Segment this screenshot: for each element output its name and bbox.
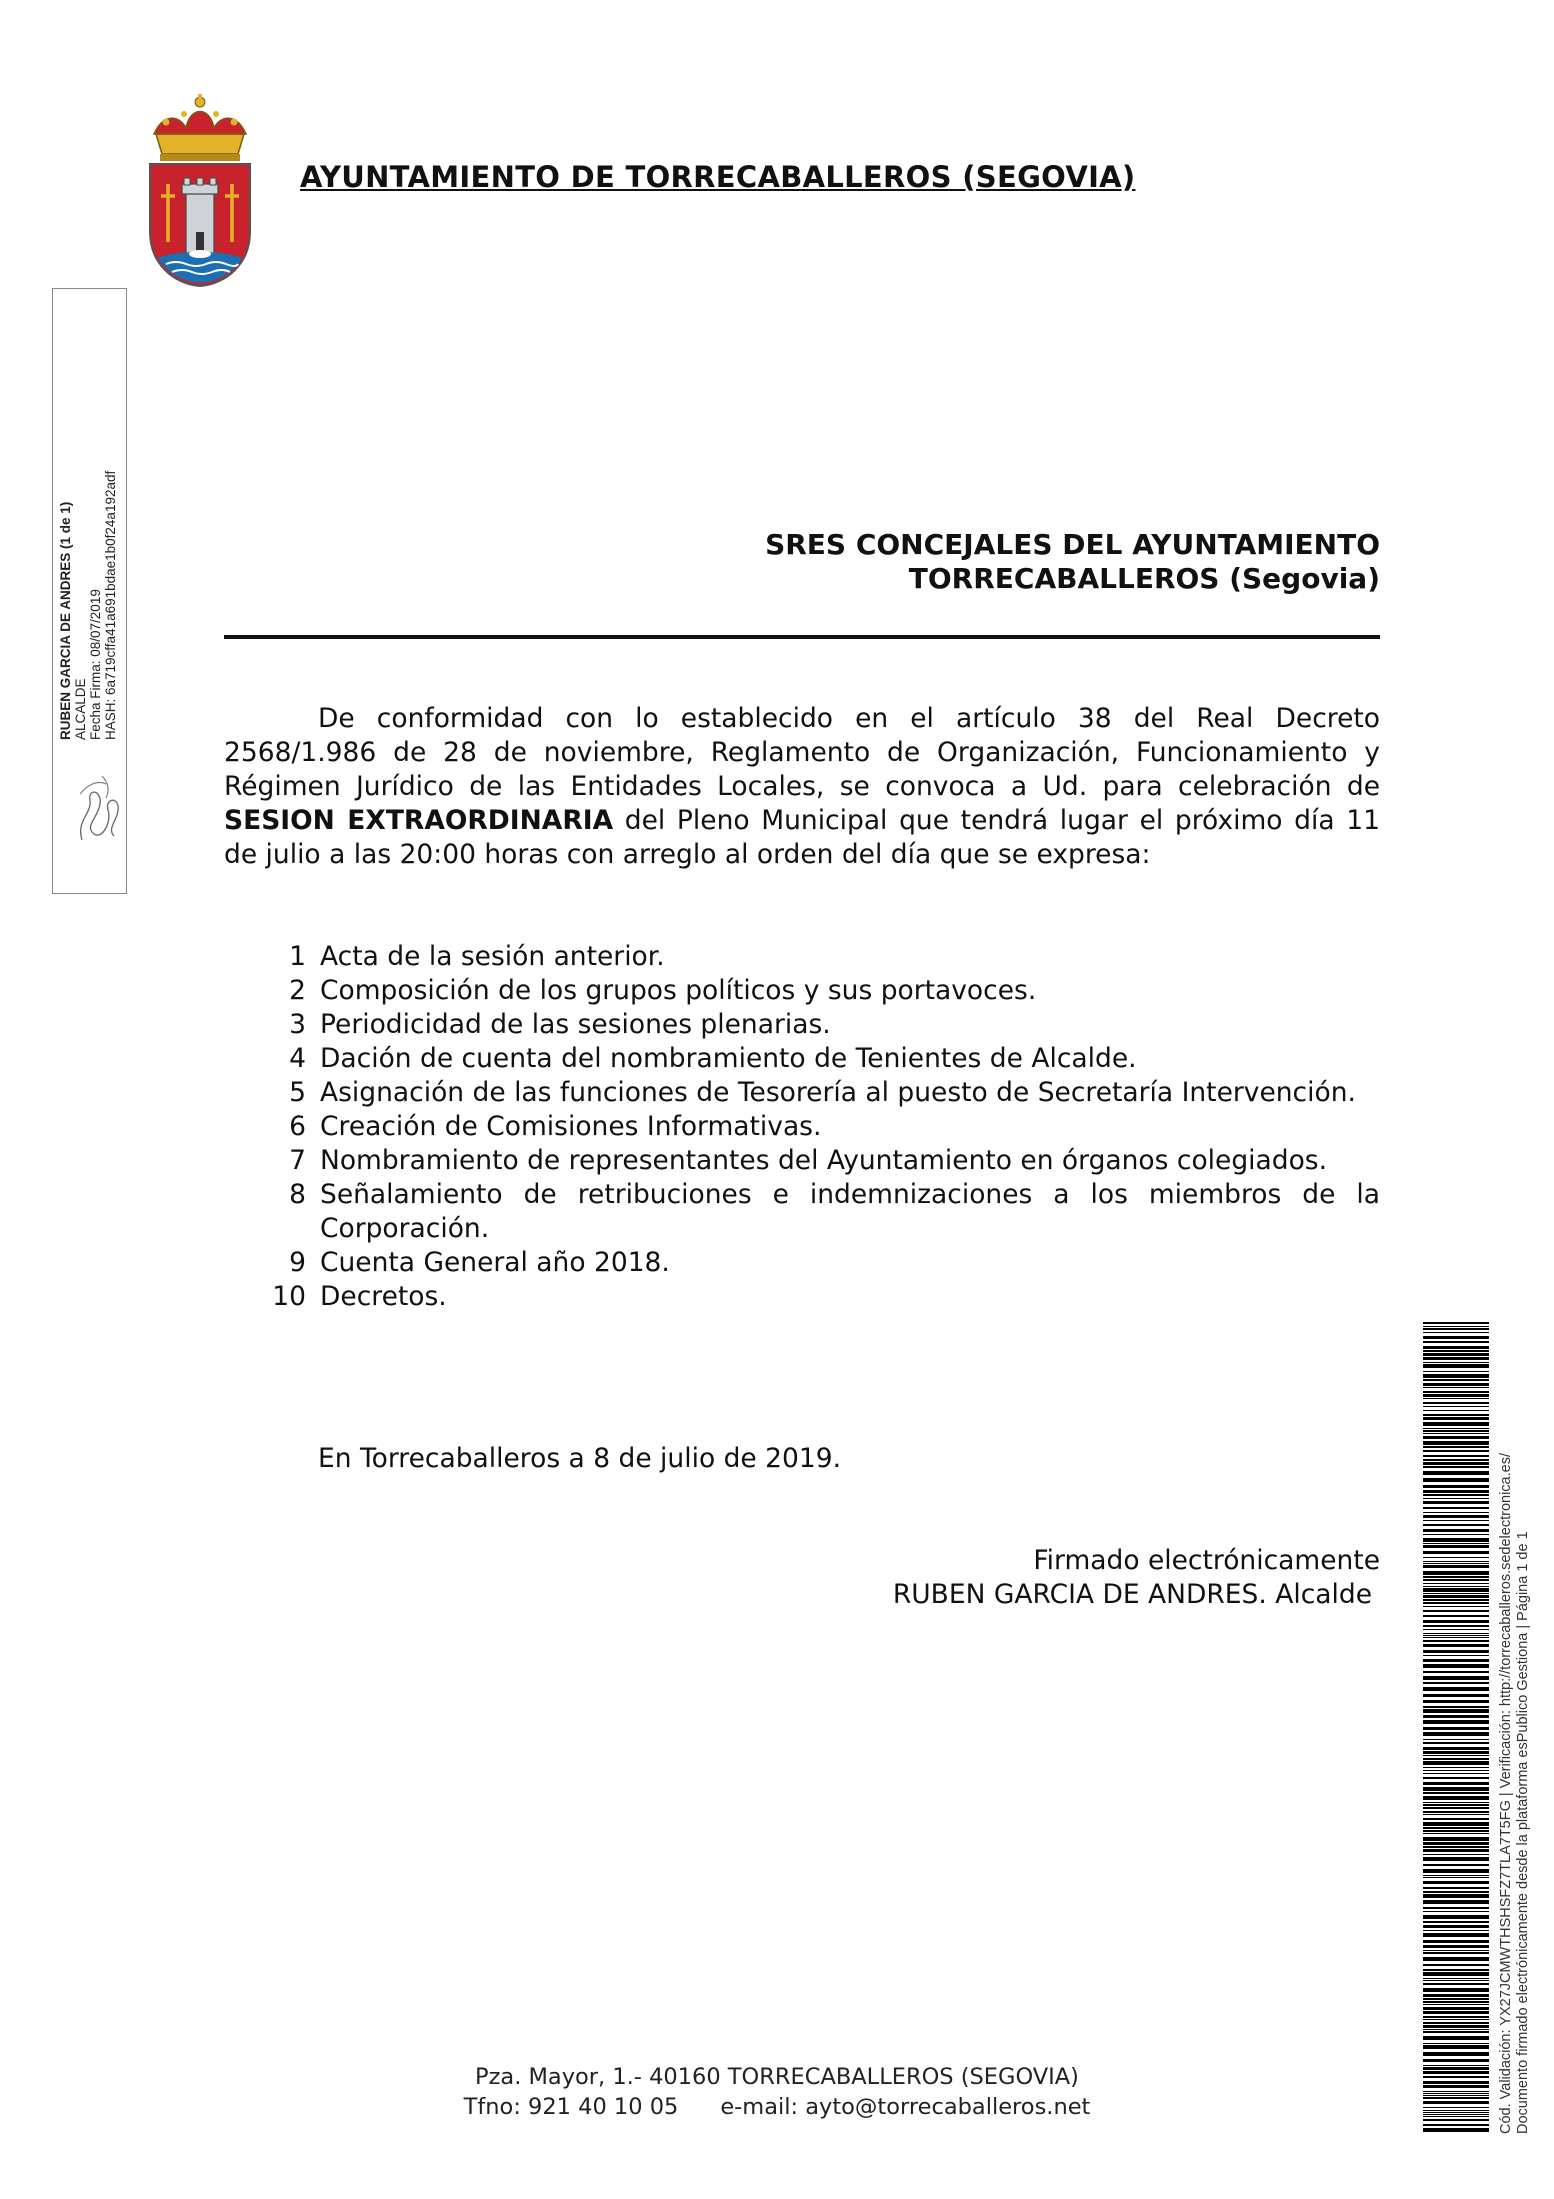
barcode-bar	[1423, 1364, 1489, 1368]
barcode-bar	[1423, 1767, 1489, 1768]
barcode-bar	[1423, 1586, 1489, 1587]
barcode-bar	[1423, 1849, 1489, 1852]
agenda-item-number: 9	[289, 1247, 306, 1278]
barcode-bar	[1423, 1837, 1489, 1841]
barcode-bar	[1423, 1894, 1489, 1898]
barcode-bar	[1423, 1811, 1489, 1813]
agenda-item-text: Periodicidad de las sesiones plenarias.	[320, 1009, 831, 1040]
footer-email: e-mail: ayto@torrecaballeros.net	[720, 2094, 1091, 2120]
barcode-bar	[1423, 2107, 1489, 2108]
barcode-bar	[1423, 1804, 1489, 1806]
barcode-bar	[1423, 1625, 1489, 1627]
barcode-bar	[1423, 1635, 1489, 1636]
barcode-bar	[1423, 1520, 1489, 1521]
barcode-bar	[1423, 1857, 1489, 1861]
barcode-bar	[1423, 1410, 1489, 1411]
barcode-bar	[1423, 1538, 1489, 1542]
barcode-bar	[1423, 2071, 1489, 2074]
barcode-bar	[1423, 1739, 1489, 1740]
barcode-bar	[1423, 2045, 1489, 2049]
barcode-bar	[1423, 2114, 1489, 2115]
agenda-item-text: Asignación de las funciones de Tesorería al puesto de Secretaría Intervención.	[320, 1077, 1356, 1108]
barcode-bar	[1423, 1998, 1489, 2000]
barcode-bar	[1423, 1869, 1489, 1873]
barcode-bar	[1423, 1512, 1489, 1513]
barcode-bar	[1423, 1543, 1489, 1544]
agenda-item-number: 2	[289, 975, 306, 1006]
barcode-bar	[1423, 1450, 1489, 1452]
barcode-bar	[1423, 1864, 1489, 1866]
agenda-item	[224, 1144, 1380, 1178]
barcode-bar	[1423, 1576, 1489, 1578]
barcode-bar	[1423, 1328, 1489, 1330]
barcode-bar	[1423, 1471, 1489, 1475]
barcode-bar	[1423, 2022, 1489, 2024]
barcode-bar	[1423, 2029, 1489, 2030]
barcode-bar	[1423, 1830, 1489, 1832]
agenda-item-text: Dación de cuenta del nombramiento de Tenientes de Alcalde.	[320, 1043, 1137, 1074]
barcode-bar	[1423, 1881, 1489, 1884]
barcode-bar	[1423, 1357, 1489, 1360]
crown-icon	[154, 94, 246, 161]
validation-code: Cód. Validación: YX27JCMWTHSHSFZ7TLA7T5FG | Verificación: http://torrecaballeros.sedelectronica.es/	[1498, 1453, 1514, 2134]
barcode-bar	[1423, 1610, 1489, 1612]
barcode-bar	[1423, 1593, 1489, 1594]
barcode-bar	[1423, 1787, 1489, 1791]
barcode-bar	[1423, 1972, 1489, 1976]
barcode-bar	[1423, 2116, 1489, 2117]
barcode-bar	[1423, 1676, 1489, 1680]
barcode-bar	[1423, 1700, 1489, 1703]
signature-line-1: Firmado electrónicamente	[1033, 1545, 1380, 1576]
barcode-bar	[1423, 1588, 1489, 1592]
barcode-bar	[1423, 2119, 1489, 2121]
signature-line-2: RUBEN GARCIA DE ANDRES. Alcalde	[892, 1579, 1372, 1610]
barcode-bar	[1423, 1814, 1489, 1815]
agenda-item	[224, 974, 1380, 1008]
horizontal-divider	[224, 635, 1380, 639]
barcode-bar	[1423, 2101, 1489, 2104]
barcode-bar	[1423, 1664, 1489, 1668]
agenda-item	[224, 1110, 1380, 1144]
barcode-bar	[1423, 2059, 1489, 2062]
footer-phone: Tfno: 921 40 10 05	[463, 2094, 679, 2120]
barcode-bar	[1423, 1957, 1489, 1961]
agenda-item-number: 5	[289, 1077, 306, 1108]
agenda-item	[224, 1280, 1380, 1314]
barcode-bar	[1423, 1758, 1489, 1760]
barcode-bar	[1423, 1595, 1489, 1598]
signature-stamp-text	[58, 320, 120, 740]
barcode-bar	[1423, 2043, 1489, 2044]
barcode-bar	[1423, 1907, 1489, 1909]
place-and-date: En Torrecaballeros a 8 de julio de 2019.	[318, 1443, 841, 1474]
barcode-bar	[1423, 1529, 1489, 1532]
barcode-bar	[1423, 1732, 1489, 1736]
agenda-item-text: Nombramiento de representantes del Ayuntamiento en órganos colegiados.	[320, 1145, 1328, 1176]
agenda-item	[224, 940, 1380, 974]
barcode-bar	[1423, 1994, 1489, 1997]
intro-paragraph	[224, 702, 1380, 872]
barcode-bar	[1423, 1715, 1489, 1718]
barcode-bar	[1423, 1620, 1489, 1623]
handwritten-signature-icon	[72, 770, 126, 852]
barcode-bar	[1423, 1964, 1489, 1966]
barcode-bar	[1423, 1353, 1489, 1356]
barcode-bar	[1423, 1579, 1489, 1581]
barcode-bar	[1423, 1822, 1489, 1826]
barcode-bar	[1423, 1430, 1489, 1432]
barcode-bar	[1423, 1374, 1489, 1378]
barcode-bar	[1423, 1747, 1489, 1750]
barcode-bar	[1423, 1720, 1489, 1724]
barcode-bar	[1423, 1629, 1489, 1630]
barcode-bar	[1423, 1441, 1489, 1445]
barcode-bar	[1423, 1350, 1489, 1352]
barcode-bar	[1423, 1770, 1489, 1771]
barcode-bar	[1423, 1414, 1489, 1416]
barcode-bar	[1423, 1571, 1489, 1575]
barcode-bar	[1423, 1727, 1489, 1730]
barcode-bar	[1423, 1755, 1489, 1756]
barcode-bar	[1423, 1422, 1489, 1426]
session-type: SESION EXTRAORDINARIA	[224, 805, 614, 836]
barcode-bar	[1423, 2067, 1489, 2070]
barcode-bar	[1423, 2097, 1489, 2099]
barcode-bar	[1423, 1428, 1489, 1429]
barcode-bar	[1423, 1494, 1489, 1496]
barcode-bar	[1423, 1827, 1489, 1829]
barcode-bar	[1423, 1507, 1489, 1509]
barcode-bar	[1423, 2052, 1489, 2056]
barcode-bar	[1423, 1925, 1489, 1928]
agenda-item-number: 3	[289, 1009, 306, 1040]
barcode-bar	[1423, 1515, 1489, 1518]
barcode-bar	[1423, 1761, 1489, 1765]
barcode-bar	[1423, 1446, 1489, 1448]
barcode-bar	[1423, 1362, 1489, 1363]
barcode-bar	[1423, 1379, 1489, 1381]
barcode-bar	[1423, 1773, 1489, 1774]
barcode-bar	[1423, 1945, 1489, 1948]
barcode-bar	[1423, 1952, 1489, 1954]
signer-role: ALCALDE	[73, 678, 88, 740]
barcode-bar	[1423, 1341, 1489, 1343]
barcode-bar	[1423, 1854, 1489, 1855]
barcode-bar	[1423, 1875, 1489, 1876]
barcode-bar	[1423, 1911, 1489, 1912]
barcode-bar	[1423, 1561, 1489, 1562]
barcode-bar	[1423, 1777, 1489, 1779]
barcode-bar	[1423, 2093, 1489, 2094]
barcode-bar	[1423, 1326, 1489, 1327]
agenda-item-text: Cuenta General año 2018.	[320, 1247, 670, 1278]
validation-text	[1498, 1374, 1538, 2134]
barcode-bar	[1423, 1346, 1489, 1349]
barcode-bar	[1423, 1980, 1489, 1981]
barcode-bar	[1423, 1796, 1489, 1800]
barcode-bar	[1423, 2016, 1489, 2018]
agenda-item	[224, 1178, 1380, 1246]
validation-platform: Documento firmado electrónicamente desde la plataforma esPublico Gestiona | Página 1 de 1	[1515, 1531, 1531, 2134]
barcode-bar	[1423, 1877, 1489, 1878]
barcode-bar	[1423, 1969, 1489, 1971]
barcode-bar	[1423, 1402, 1489, 1404]
barcode-bar	[1423, 1940, 1489, 1943]
barcode-bar	[1423, 1565, 1489, 1568]
agenda-item-text: Creación de Comisiones Informativas.	[320, 1111, 822, 1142]
footer	[0, 2062, 1554, 2122]
agenda-item	[224, 1008, 1380, 1042]
barcode-bar	[1423, 2065, 1489, 2066]
barcode-bar	[1423, 1371, 1489, 1372]
barcode-bar	[1423, 1930, 1489, 1931]
barcode-bar	[1423, 1782, 1489, 1785]
barcode-bar	[1423, 2081, 1489, 2084]
barcode-bar	[1423, 1802, 1489, 1803]
barcode-bar	[1423, 1459, 1489, 1461]
barcode-bar	[1423, 1644, 1489, 1647]
barcode-bar	[1423, 1633, 1489, 1634]
barcode-bar	[1423, 1671, 1489, 1673]
barcode-bar	[1423, 1637, 1489, 1638]
agenda-item-number: 6	[289, 1111, 306, 1142]
barcode-bar	[1423, 1687, 1489, 1691]
barcode-bar	[1423, 1978, 1489, 1979]
barcode-bar	[1423, 1398, 1489, 1399]
signature-block	[893, 1544, 1380, 1612]
barcode-bar	[1423, 1417, 1489, 1420]
barcode-bar	[1423, 1545, 1489, 1548]
barcode-bar	[1423, 1650, 1489, 1653]
recipient-line-2: TORRECABALLEROS (Segovia)	[908, 562, 1380, 595]
agenda-item-number: 4	[289, 1043, 306, 1074]
barcode-bar	[1423, 2001, 1489, 2003]
recipient-block	[765, 528, 1380, 596]
agenda-item	[224, 1076, 1380, 1110]
barcode-bar	[1423, 1455, 1489, 1457]
agenda-item	[224, 1246, 1380, 1280]
barcode-bar	[1423, 1709, 1489, 1713]
barcode-bar	[1423, 1383, 1489, 1386]
barcode-bar	[1423, 1391, 1489, 1393]
agenda-item	[224, 1042, 1380, 1076]
agenda-item-text: Composición de los grupos políticos y sus portavoces.	[320, 975, 1037, 1006]
agenda-item-number: 1	[289, 941, 306, 972]
barcode-bar	[1423, 1807, 1489, 1809]
barcode-bar	[1423, 1606, 1489, 1607]
barcode-bar	[1423, 1950, 1489, 1951]
agenda-item-text: Señalamiento de retribuciones e indemnizaciones a los miembros de la Corporación.	[320, 1179, 1380, 1244]
barcode-bar	[1423, 1900, 1489, 1904]
barcode-bar	[1423, 1887, 1489, 1889]
barcode-bar	[1423, 1433, 1489, 1434]
barcode-bar	[1423, 1485, 1489, 1488]
barcode-bar	[1423, 2019, 1489, 2020]
organization-title: AYUNTAMIENTO DE TORRECABALLEROS (SEGOVIA)	[300, 160, 1136, 194]
barcode-bar	[1423, 1751, 1489, 1754]
barcode-bar	[1423, 1682, 1489, 1684]
barcode-bar	[1423, 1478, 1489, 1482]
barcode-bar	[1423, 1706, 1489, 1708]
barcode-bar	[1423, 1436, 1489, 1439]
barcode-bar	[1423, 2007, 1489, 2010]
barcode-bar	[1423, 1742, 1489, 1744]
barcode-bar	[1423, 2004, 1489, 2005]
barcode-bar	[1423, 1498, 1489, 1499]
barcode-bar	[1423, 2091, 1489, 2092]
footer-address: Pza. Mayor, 1.- 40160 TORRECABALLEROS (SEGOVIA)	[475, 2064, 1079, 2090]
barcode-bar	[1423, 1933, 1489, 1937]
barcode-bar	[1423, 1842, 1489, 1845]
barcode-bar	[1423, 1818, 1489, 1820]
barcode-bar	[1423, 1322, 1489, 1324]
agenda-item-number: 10	[272, 1281, 306, 1312]
barcode-bar	[1423, 1833, 1489, 1834]
agenda-item-text: Decretos.	[320, 1281, 447, 1312]
barcode-bar	[1423, 2031, 1489, 2033]
barcode-bar	[1423, 1501, 1489, 1504]
intro-text-before: De conformidad con lo establecido en el artículo 38 del Real Decreto 2568/1.986 de 28 de noviembre, Reglamento de Organización, Funcionamiento y Régimen Jurídico de las Entidades Locales, se convoca a Ud. para celebración de	[224, 703, 1380, 802]
barcode-bar	[1423, 1583, 1489, 1584]
barcode-bar	[1423, 1336, 1489, 1339]
barcode-bar	[1423, 1534, 1489, 1535]
coat-of-arms-logo	[146, 92, 254, 288]
barcode-bar	[1423, 1551, 1489, 1554]
barcode-bar	[1423, 2025, 1489, 2028]
barcode-icon	[1423, 1322, 1489, 2132]
barcode-bar	[1423, 1659, 1489, 1662]
signature-hash: HASH: 6a719cffa41a691bdae1b0f24a192adf	[103, 470, 118, 740]
barcode-bar	[1423, 1792, 1489, 1794]
barcode-bar	[1423, 1640, 1489, 1642]
barcode-bar	[1423, 1615, 1489, 1617]
agenda-list	[224, 940, 1380, 1314]
signature-date: Fecha Firma: 08/07/2019	[88, 589, 103, 740]
barcode-bar	[1423, 1387, 1489, 1388]
barcode-bar	[1423, 2036, 1489, 2040]
barcode-bar	[1423, 1406, 1489, 1407]
signer-name: RUBEN GARCIA DE ANDRES (1 de 1)	[58, 501, 73, 740]
barcode-bar	[1423, 1394, 1489, 1397]
barcode-bar	[1423, 1694, 1489, 1697]
barcode-bar	[1423, 1557, 1489, 1558]
barcode-bar	[1423, 2011, 1489, 2014]
barcode-bar	[1423, 1988, 1489, 1992]
agenda-item-number: 8	[289, 1179, 306, 1210]
barcode-bar	[1423, 2085, 1489, 2088]
barcode-bar	[1423, 2110, 1489, 2111]
intro-text-after: del Pleno Municipal que tendrá lugar el próximo día 11 de julio a las 20:00 horas con arreglo al orden del día que se expresa:	[224, 805, 1380, 870]
barcode-bar	[1423, 1462, 1489, 1465]
agenda-item-text: Acta de la sesión anterior.	[320, 941, 665, 972]
barcode-bar	[1423, 1524, 1489, 1526]
barcode-bar	[1423, 2128, 1489, 2132]
barcode-bar	[1423, 2112, 1489, 2113]
barcode-bar	[1423, 1602, 1489, 1604]
barcode-bar	[1423, 1563, 1489, 1564]
barcode-bar	[1423, 1983, 1489, 1985]
recipient-line-1: SRES CONCEJALES DEL AYUNTAMIENTO	[765, 528, 1380, 561]
barcode-bar	[1423, 1846, 1489, 1848]
barcode-bar	[1423, 1891, 1489, 1893]
barcode-bar	[1423, 1915, 1489, 1919]
barcode-bar	[1423, 1655, 1489, 1656]
barcode-bar	[1423, 1332, 1489, 1333]
barcode-bar	[1423, 1599, 1489, 1601]
barcode-bar	[1423, 2076, 1489, 2078]
agenda-item-number: 7	[289, 1145, 306, 1176]
barcode-bar	[1423, 2124, 1489, 2126]
barcode-bar	[1423, 1921, 1489, 1923]
barcode-bar	[1423, 1490, 1489, 1493]
barcode-bar	[1423, 2095, 1489, 2096]
shield-icon	[150, 164, 250, 286]
barcode-bar	[1423, 1466, 1489, 1468]
